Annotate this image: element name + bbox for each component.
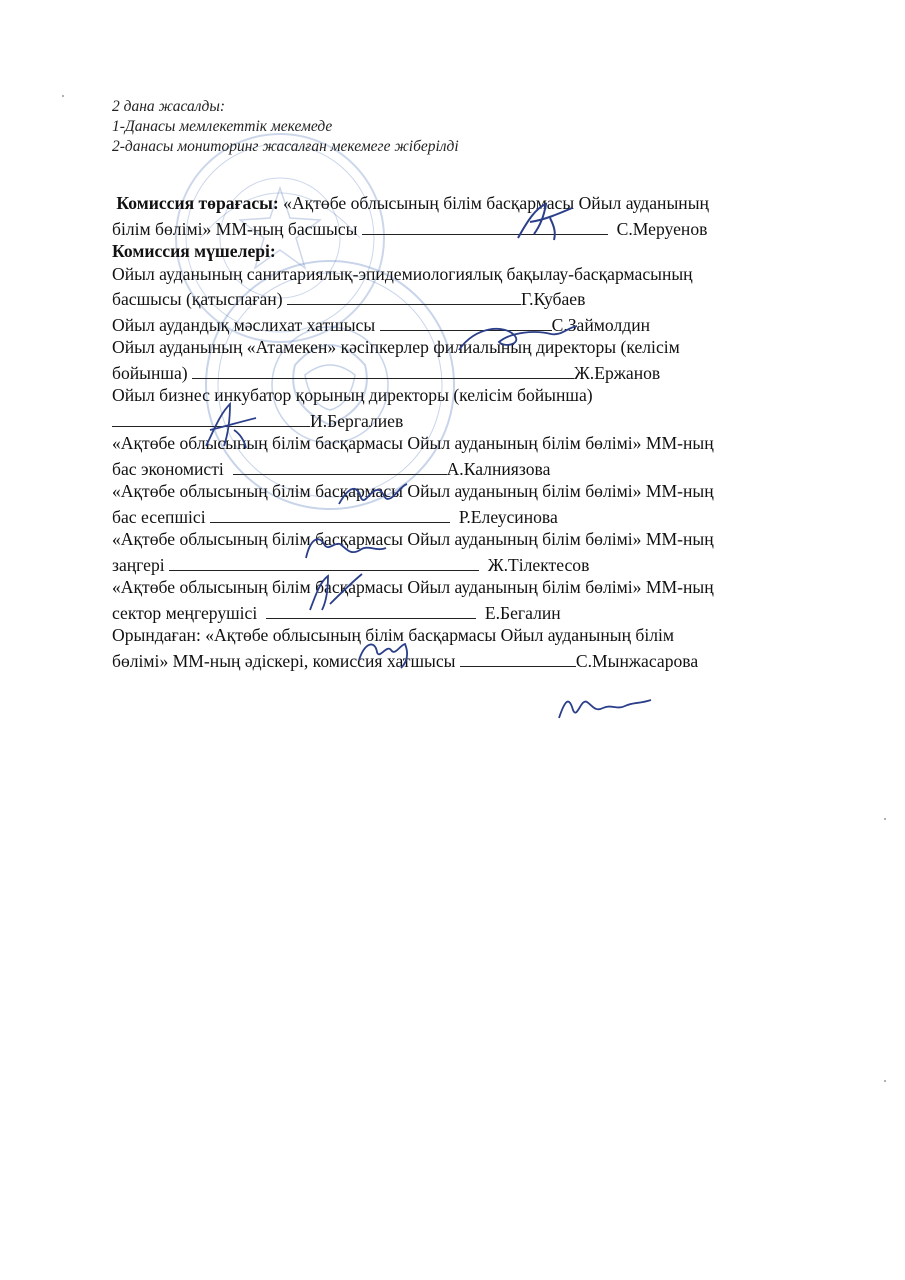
chair-line-1 [112,192,862,215]
member-position: «Ақтөбе облысының білім басқармасы Ойыл ауданының білім бөлімі» ММ-ның [112,577,714,597]
member-line [112,311,862,337]
member-position: Ойыл ауданының «Атамекен» кәсіпкерлер филиалының директоры (келісім [112,337,680,357]
member-name: Е.Бегалин [484,602,561,623]
chair-position: білім бөлімі» ММ-ның басшысы [112,218,358,239]
member-line [112,503,862,529]
member-position: бас экономисті [112,458,224,479]
members-heading: Комиссия мүшелері: [112,241,276,261]
member-position: бас есепшісі [112,506,206,527]
chair-name: С.Меруенов [616,218,708,239]
member-name: Р.Елеусинова [458,506,558,527]
note-line: 2 дана жасалды: [112,98,225,115]
member-position: Ойыл ауданының санитариялық-эпидемиологиялық бақылау-басқармасының [112,263,693,284]
signature-line [460,647,576,667]
scan-speck [62,95,64,97]
member-position: «Ақтөбе облысының білім басқармасы Ойыл ауданының білім бөлімі» ММ-ның [112,529,714,549]
signature-line [169,551,479,571]
executor-position: Орындаған: «Ақтөбе облысының білім басқармасы Ойыл ауданының білім [112,625,675,645]
member-line [112,551,862,577]
member-line [112,359,862,385]
member-name: Ж.Тілектесов [487,554,590,575]
signature-line [362,215,608,235]
member-position: Ойыл аудандық мәслихат хатшысы [112,314,376,335]
commission-list [112,192,862,672]
member-line [112,599,862,625]
executor-position: бөлімі» ММ-ның әдіскері, комиссия хатшысы [112,650,456,671]
signature-line [266,599,476,619]
signature-line [380,311,552,331]
member-line [112,407,862,433]
signature-line [287,285,521,305]
member-position: Ойыл бизнес инкубатор қорының директоры (келісім бойынша) [112,385,593,405]
executor-line [112,647,862,673]
scan-speck [884,818,886,820]
chair-label: Комиссия төрағасы: [116,193,279,213]
member-position: «Ақтөбе облысының білім басқармасы Ойыл ауданының білім бөлімі» ММ-ның [112,433,714,453]
member-name: С.Займолдин [551,314,651,335]
signature-line [112,407,310,427]
member-name: А.Калниязова [446,458,551,479]
member-name: И.Бергалиев [310,410,404,431]
note-line: 2-данасы мониторинг жасалған мекемеге жіберілді [112,138,459,155]
signature-line [192,359,574,379]
chair-line-2 [112,215,862,241]
note-line: 1-Данасы мемлекеттік мекемеде [112,118,333,135]
scan-speck [884,1080,886,1082]
member-line [112,285,862,311]
signature-line [233,455,447,475]
member-position: бойынша) [112,362,188,383]
signature-line [210,503,450,523]
member-name: Ж.Ержанов [574,362,661,383]
member-name: Г.Кубаев [520,289,586,309]
member-position: басшысы (қатыспаған) [112,289,283,309]
chair-text: «Ақтөбе облысының білім басқармасы Ойыл ауданының [283,193,709,213]
handwritten-signature-icon [555,690,655,724]
executor-name: С.Мынжасарова [575,650,699,671]
member-position: сектор меңгерушісі [112,602,258,623]
member-position: заңгері [112,554,165,575]
member-line [112,455,862,481]
copies-note [112,97,459,157]
member-position: «Ақтөбе облысының білім басқармасы Ойыл ауданының білім бөлімі» ММ-ның [112,481,714,501]
